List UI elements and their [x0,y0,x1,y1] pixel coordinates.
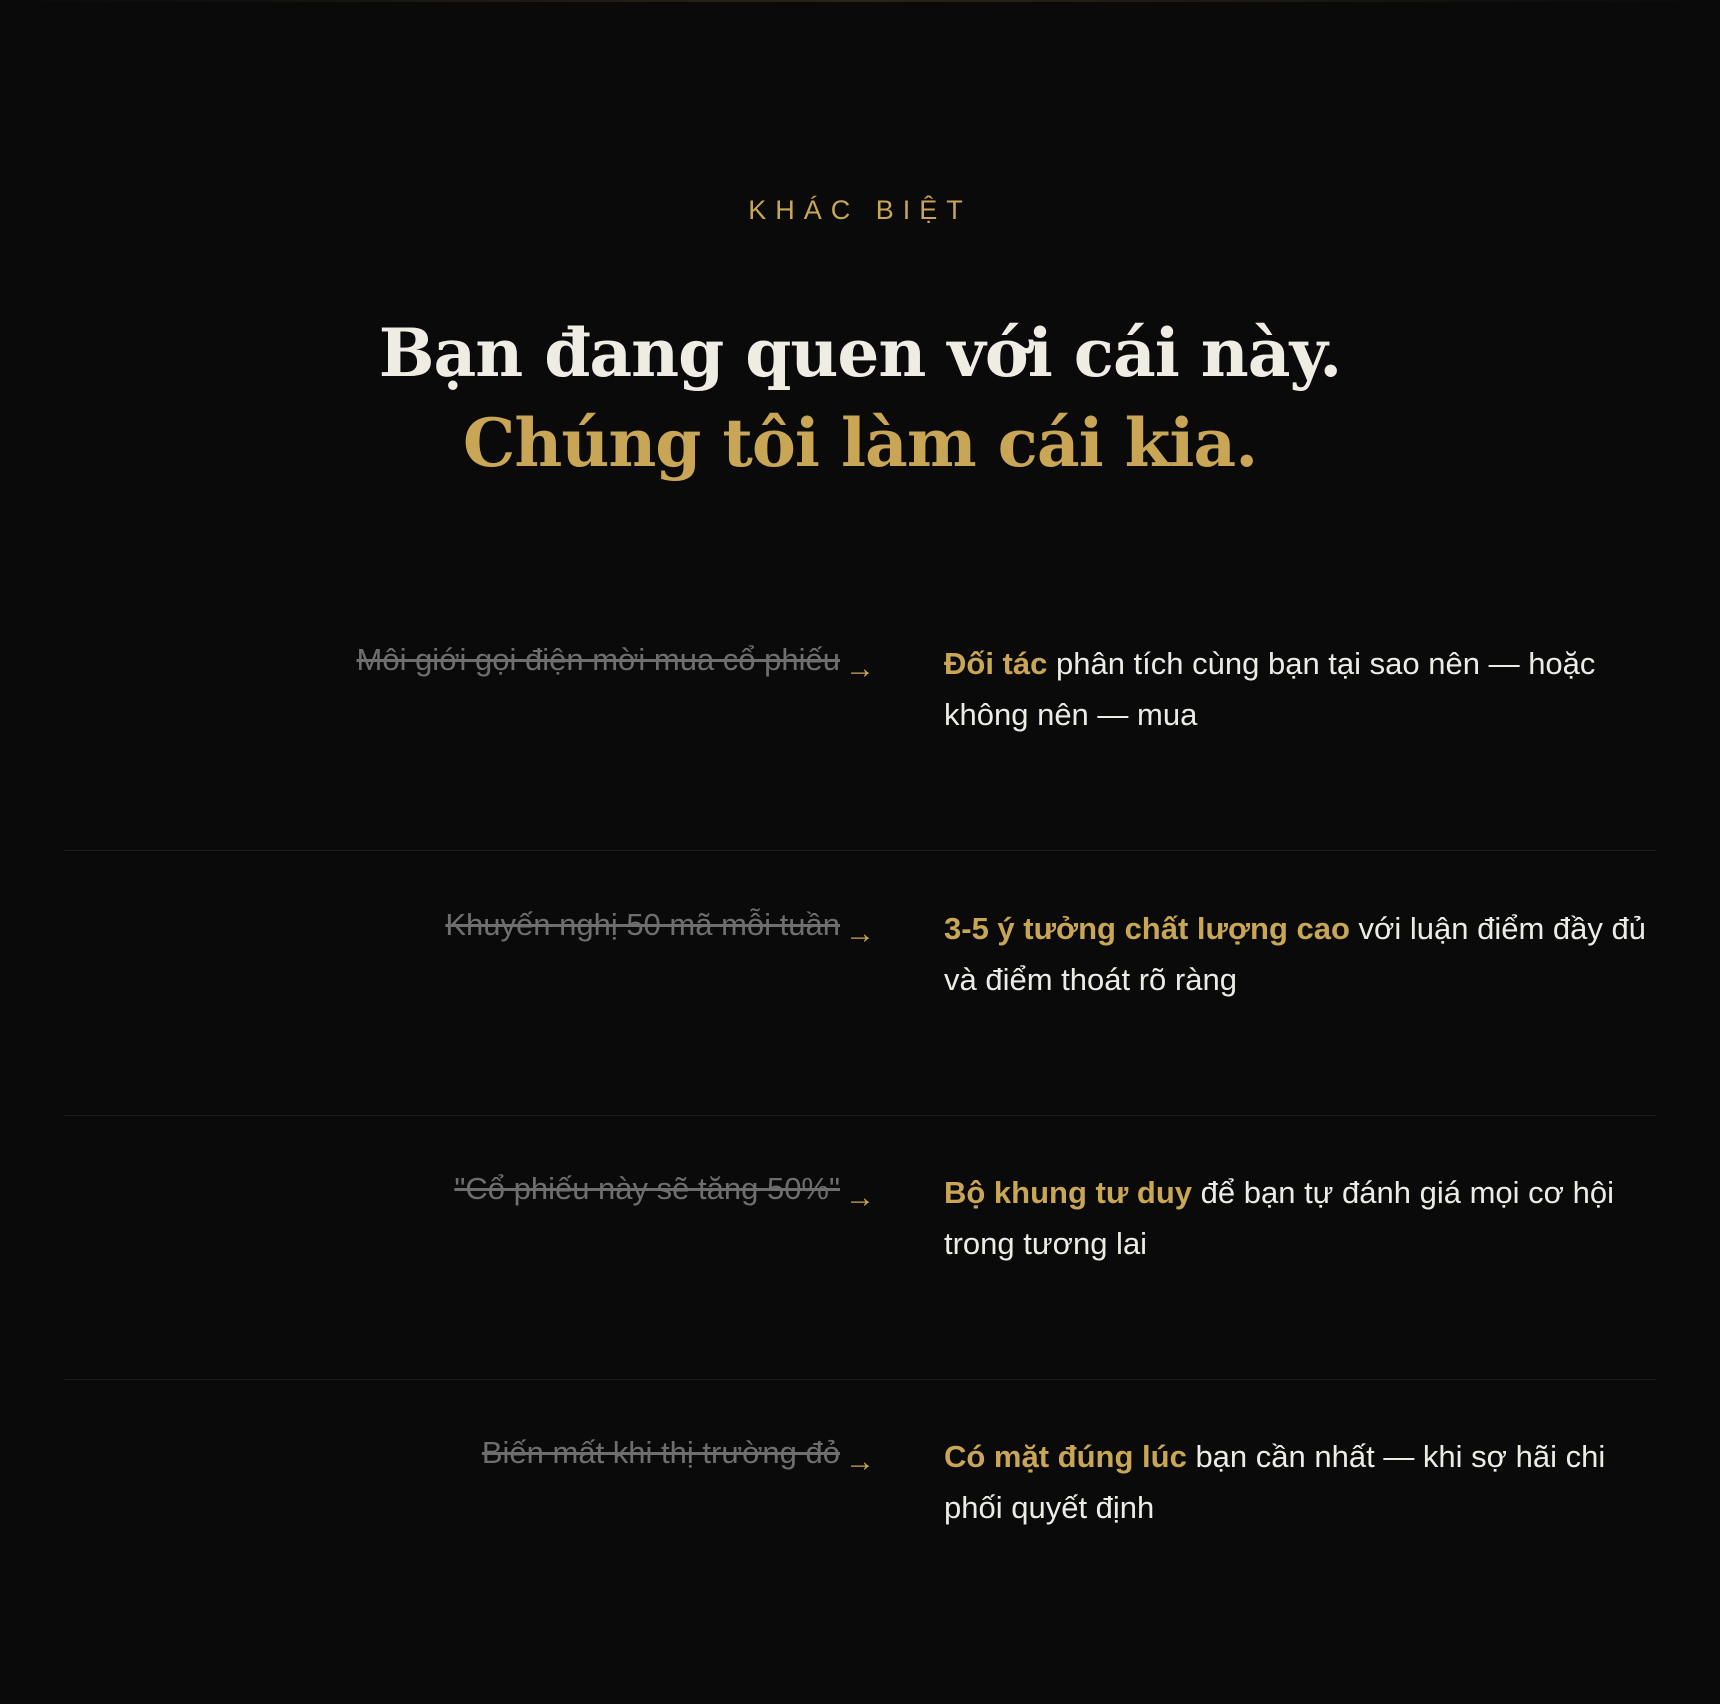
arrow-right-icon: → [845,1181,875,1214]
comparison-row [64,586,1656,851]
arrow-right-icon: → [845,1445,875,1478]
comparison-row [64,1115,1656,1380]
new-approach-highlight: Bộ khung tư duy [944,1175,1193,1210]
new-approach-rest: với luận điểm đầy đủ và điểm thoát rõ ràng [944,911,1646,997]
top-accent-rule [0,0,1720,2]
comparison-row [64,851,1656,1116]
headline-line-1: Bạn đang quen với cái này. [378,314,1342,392]
new-approach-rest: để bạn tự đánh giá mọi cơ hội trong tương lai [944,1175,1614,1261]
new-approach-rest: bạn cần nhất — khi sợ hãi chi phối quyết định [944,1439,1606,1525]
new-approach-rest: phân tích cùng bạn tại sao nên — hoặc không nên — mua [944,646,1596,732]
arrow-right-icon: → [845,652,875,685]
new-approach-text [944,1167,1656,1269]
old-approach-text: "Cổ phiếu này sẽ tăng 50%" [454,1171,840,1206]
new-approach-highlight: Có mặt đúng lúc [944,1439,1187,1474]
new-approach-highlight: 3-5 ý tưởng chất lượng cao [944,911,1350,946]
old-approach-text: Biến mất khi thị trường đỏ [481,1435,840,1470]
old-approach-text: Môi giới gọi điện mời mua cổ phiếu [356,642,840,677]
new-approach-text [944,1431,1656,1533]
new-approach-highlight: Đối tác [944,646,1048,681]
section-eyebrow: KHÁC BIỆT [748,195,972,225]
headline-line-2: Chúng tôi làm cái kia. [462,404,1258,482]
old-approach-text: Khuyến nghị 50 mã mỗi tuần [445,907,840,942]
section-headline [0,308,1720,488]
new-approach-text [944,903,1656,1005]
comparison-row [64,1379,1656,1643]
arrow-right-icon: → [845,917,875,950]
new-approach-text [944,638,1656,740]
